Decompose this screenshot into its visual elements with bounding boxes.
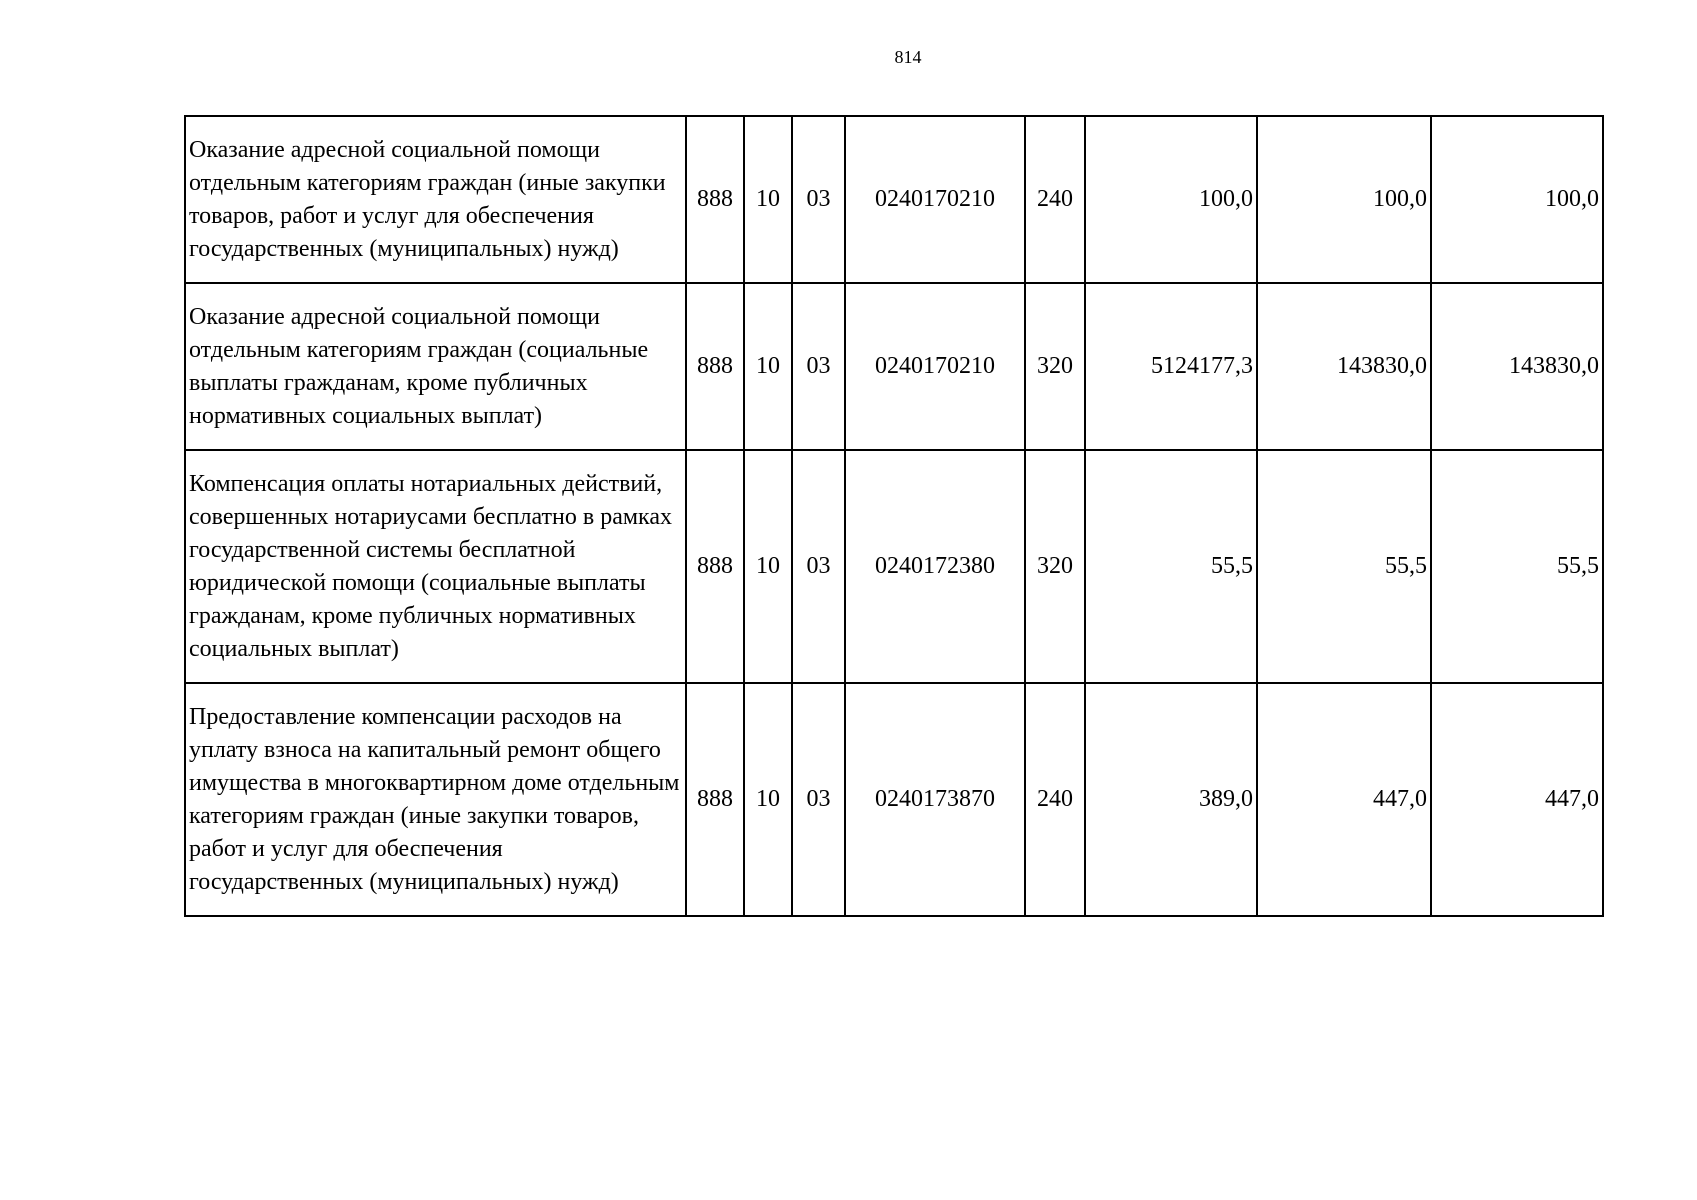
section-code: 10 (744, 683, 792, 916)
row-description: Оказание адресной социальной помощи отдельным категориям граждан (социальные выплаты гражданам, кроме публичных нормативных социальных выплат) (185, 283, 686, 450)
subsection-code: 03 (792, 283, 845, 450)
target-article-code: 0240170210 (845, 283, 1025, 450)
subsection-code: 03 (792, 116, 845, 283)
section-code: 10 (744, 283, 792, 450)
section-code: 10 (744, 450, 792, 683)
target-article-code: 0240172380 (845, 450, 1025, 683)
amount-2: 447,0 (1257, 683, 1431, 916)
amount-1: 55,5 (1085, 450, 1257, 683)
amount-2: 55,5 (1257, 450, 1431, 683)
expense-type-code: 320 (1025, 450, 1085, 683)
grbs-code: 888 (686, 683, 744, 916)
amount-3: 100,0 (1431, 116, 1603, 283)
target-article-code: 0240170210 (845, 116, 1025, 283)
row-description: Предоставление компенсации расходов на уплату взноса на капитальный ремонт общего имущества в многоквартирном доме отдельным категориям граждан (иные закупки товаров, работ и услуг для обеспечения государственных (муниципальных) нужд) (185, 683, 686, 916)
target-article-code: 0240173870 (845, 683, 1025, 916)
table-row (185, 450, 1603, 683)
table-row (185, 683, 1603, 916)
amount-3: 447,0 (1431, 683, 1603, 916)
subsection-code: 03 (792, 683, 845, 916)
grbs-code: 888 (686, 116, 744, 283)
page-number: 814 (894, 47, 922, 67)
table-row (185, 116, 1603, 283)
amount-3: 55,5 (1431, 450, 1603, 683)
grbs-code: 888 (686, 450, 744, 683)
table-row (185, 283, 1603, 450)
budget-table (184, 115, 1604, 917)
amount-2: 143830,0 (1257, 283, 1431, 450)
amount-1: 5124177,3 (1085, 283, 1257, 450)
expense-type-code: 240 (1025, 116, 1085, 283)
section-code: 10 (744, 116, 792, 283)
expense-type-code: 320 (1025, 283, 1085, 450)
grbs-code: 888 (686, 283, 744, 450)
amount-3: 143830,0 (1431, 283, 1603, 450)
amount-1: 389,0 (1085, 683, 1257, 916)
expense-type-code: 240 (1025, 683, 1085, 916)
amount-1: 100,0 (1085, 116, 1257, 283)
row-description: Оказание адресной социальной помощи отдельным категориям граждан (иные закупки товаров, работ и услуг для обеспечения государственных (муниципальных) нужд) (185, 116, 686, 283)
row-description: Компенсация оплаты нотариальных действий, совершенных нотариусами бесплатно в рамках государственной системы бесплатной юридической помощи (социальные выплаты гражданам, кроме публичных нормативных социальных выплат) (185, 450, 686, 683)
subsection-code: 03 (792, 450, 845, 683)
amount-2: 100,0 (1257, 116, 1431, 283)
